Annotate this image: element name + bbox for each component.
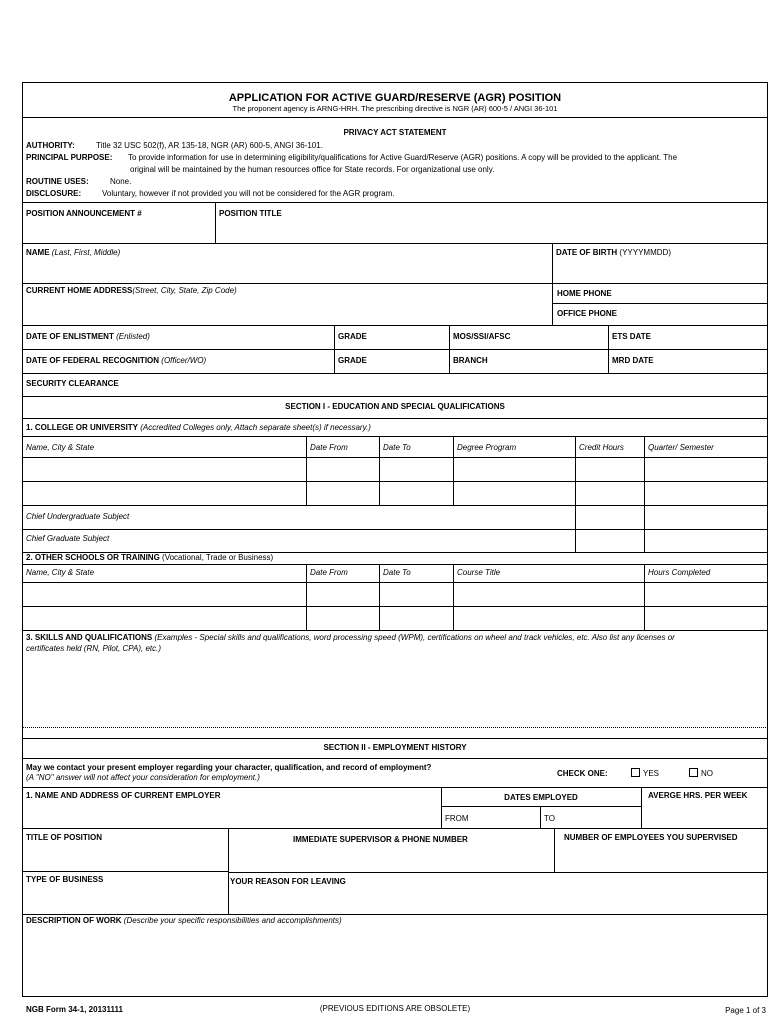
chief-undergrad-label[interactable]: Chief Undergraduate Subject [26,512,130,521]
form-title: APPLICATION FOR ACTIVE GUARD/RESERVE (AGR) POSITION [228,92,562,104]
address-hint: (Street, City, State, Zip Code) [132,286,237,295]
divider [644,436,645,553]
divider [575,436,576,553]
divider [22,828,768,829]
divider [22,202,768,203]
college-hint: (Accredited Colleges only, Attach separate sheet(s) if necessary.) [140,423,371,432]
divider [441,806,641,807]
divider [22,914,768,915]
divider [22,787,768,788]
disclosure-text: Voluntary, however if not provided you will not be considered for the AGR program. [102,189,395,198]
title-position-label[interactable]: TITLE OF POSITION [26,833,102,842]
skills-hint-2: certificates held (RN, Pilot, CPA), etc.) [26,644,161,653]
purpose-label: PRINCIPAL PURPOSE: [26,153,113,162]
description-hint: (Describe your specific responsibilities and accomplishments) [123,916,342,925]
divider [379,564,380,631]
divider [22,349,768,350]
college-col-date-from: Date From [310,443,348,452]
divider [540,806,541,828]
mrd-label[interactable]: MRD DATE [612,356,654,365]
page-number: Page 1 of 3 [725,1006,766,1015]
fed-recognition-label: DATE OF FEDERAL RECOGNITION [26,356,160,365]
description-field[interactable] [26,916,342,926]
grade-label-2[interactable]: GRADE [338,356,367,365]
editions-note: (PREVIOUS EDITIONS ARE OBSOLETE) [319,1004,471,1013]
form-frame [22,82,768,997]
divider [22,630,768,631]
mos-label[interactable]: MOS/SSI/AFSC [453,332,511,341]
other-schools-label: 2. OTHER SCHOOLS OR TRAINING [26,553,160,562]
dob-label: DATE OF BIRTH [556,248,618,257]
divider [22,727,768,728]
other-col-hours: Hours Completed [648,568,711,577]
authority-label: AUTHORITY: [26,141,75,150]
divider [22,606,768,607]
authority-text: Title 32 USC 502(f), AR 135-18, NGR (AR) 600-5, ANGI 36-101. [96,141,323,150]
divider [22,396,768,397]
divider [22,871,228,872]
address-label: CURRENT HOME ADDRESS [26,286,133,295]
branch-label[interactable]: BRANCH [453,356,488,365]
divider [22,529,768,530]
divider [453,564,454,631]
enlistment-field[interactable] [26,332,150,342]
security-clearance-label[interactable]: SECURITY CLEARANCE [26,379,119,388]
disclosure-label: DISCLOSURE: [26,189,82,198]
position-title-label: POSITION TITLE [219,209,282,218]
fed-recognition-field[interactable] [26,356,206,366]
other-col-date-from: Date From [310,568,348,577]
employer-label[interactable]: 1. NAME AND ADDRESS OF CURRENT EMPLOYER [26,791,221,800]
divider [554,828,555,872]
dob-hint: (YYYYMMDD) [619,248,671,257]
other-schools-heading [26,553,273,563]
college-col-credit-hours: Credit Hours [579,443,624,452]
name-hint: (Last, First, Middle) [51,248,121,257]
check-one-label: CHECK ONE: [557,769,608,778]
enlistment-label: DATE OF ENLISTMENT [26,332,114,341]
reason-leaving-label[interactable]: YOUR REASON FOR LEAVING [230,877,346,886]
purpose-text-2: original will be maintained by the human resources office for State records. For organizational use only. [130,165,495,174]
divider [22,243,768,244]
other-col-date-to: Date To [383,568,411,577]
college-col-name: Name, City & State [26,443,95,452]
divider [379,436,380,506]
college-col-date-to: Date To [383,443,411,452]
no-checkbox[interactable] [689,768,698,777]
divider [552,283,553,325]
skills-heading[interactable] [26,633,675,643]
college-col-quarter: Quarter/ Semester [648,443,714,452]
enlistment-hint: (Enlisted) [116,332,150,341]
college-heading [26,423,371,433]
divider [228,872,768,873]
form-subtitle: The proponent agency is ARNG-HRH. The prescribing directive is NGR (AR) 600-5 / ANGI 36-101 [232,104,558,113]
divider [641,787,642,828]
skills-label: 3. SKILLS AND QUALIFICATIONS [26,633,153,642]
divider [453,436,454,506]
fed-recognition-hint: (Officer/WO) [161,356,207,365]
divider [215,202,216,243]
routine-label: ROUTINE USES: [26,177,89,186]
contact-question: May we contact your present employer regarding your character, qualification, and record of employment? [26,763,432,772]
divider [22,758,768,759]
divider [22,325,768,326]
divider [306,436,307,506]
position-announcement-label: POSITION ANNOUNCEMENT # [26,209,142,218]
divider [22,582,768,583]
privacy-heading: PRIVACY ACT STATEMENT [343,128,447,137]
divider [22,373,768,374]
ets-label[interactable]: ETS DATE [612,332,651,341]
num-employees-label[interactable]: NUMBER OF EMPLOYEES YOU SUPERVISED [564,833,738,842]
chief-grad-label[interactable]: Chief Graduate Subject [26,534,110,543]
divider [22,505,768,506]
yes-checkbox[interactable] [631,768,640,777]
grade-label[interactable]: GRADE [338,332,367,341]
divider [22,457,768,458]
divider [22,283,768,284]
college-col-degree: Degree Program [457,443,517,452]
divider [552,303,768,304]
section-2-heading: SECTION II - EMPLOYMENT HISTORY [323,743,467,752]
supervisor-label[interactable]: IMMEDIATE SUPERVISOR & PHONE NUMBER [293,835,468,844]
contact-note: (A "NO" answer will not affect your consideration for employment.) [26,773,260,782]
to-label[interactable]: TO [544,814,555,823]
divider [552,243,553,283]
divider [644,564,645,631]
other-col-course: Course Title [457,568,501,577]
name-field[interactable] [26,248,120,258]
section-1-heading: SECTION I - EDUCATION AND SPECIAL QUALIFICATIONS [285,402,505,411]
office-phone-label[interactable]: OFFICE PHONE [557,309,618,318]
no-label: NO [701,769,713,778]
dob-field[interactable] [556,248,671,258]
divider [22,481,768,482]
divider [22,418,768,419]
divider [22,738,768,739]
divider [306,564,307,631]
description-label: DESCRIPTION OF WORK [26,916,122,925]
avg-hours-label[interactable]: AVERGE HRS. PER WEEK [648,791,748,800]
college-label: 1. COLLEGE OR UNIVERSITY [26,423,139,432]
address-field[interactable] [26,286,237,296]
dates-employed-label: DATES EMPLOYED [504,793,578,802]
yes-label: YES [643,769,660,778]
divider [22,564,768,565]
divider [22,436,768,437]
divider [22,117,768,118]
form-id: NGB Form 34-1, 20131111 [26,1005,123,1014]
other-col-name: Name, City & State [26,568,95,577]
purpose-text-1: To provide information for use in determining eligibility/qualifications for Active Guard/Reserve (AGR) positions. A copy will be provided to the applicant. The [128,153,678,162]
name-label: NAME [26,248,50,257]
skills-hint-1: (Examples - Special skills and qualifications, word processing speed (WPM), certifications on wheel and track vehicles, etc. Also list any licenses or [154,633,675,642]
routine-text: None. [110,177,132,186]
from-label[interactable]: FROM [445,814,469,823]
other-schools-hint: (Vocational, Trade or Business) [162,553,274,562]
type-business-label[interactable]: TYPE OF BUSINESS [26,875,104,884]
home-phone-label[interactable]: HOME PHONE [557,289,612,298]
